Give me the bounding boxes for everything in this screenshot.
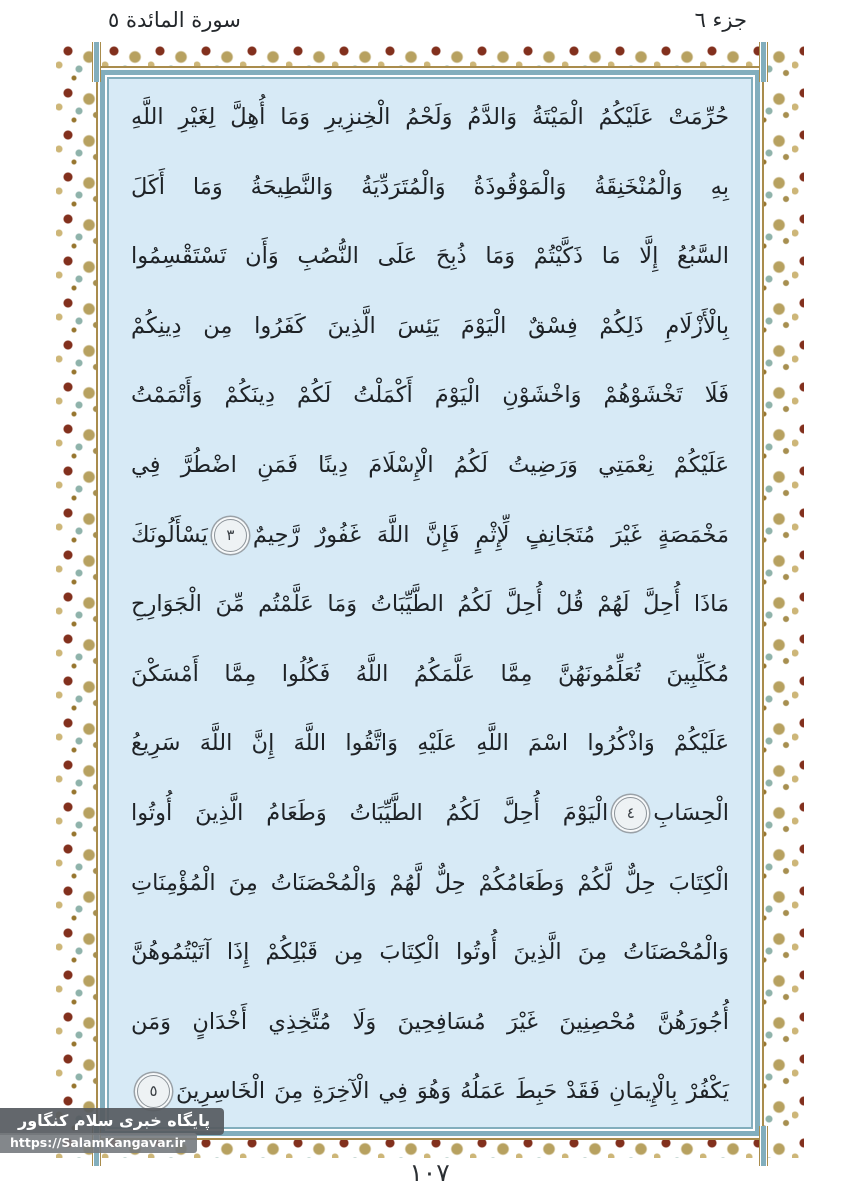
quran-line (131, 640, 729, 710)
line-text: الْيَوْمَ أُحِلَّ لَكُمُ الطَّيِّبَاتُ وَطَعَامُ الَّذِينَ أُوتُوا (131, 799, 609, 826)
line-text: حُرِّمَتْ عَلَيْكُمُ الْمَيْتَةُ وَالدَّمُ وَلَحْمُ الْخِنزِيرِ وَمَا أُهِلَّ لِغَيْرِ اللَّهِ (131, 104, 729, 130)
line-text: بِالْأَزْلَامِ ذَلِكُمْ فِسْقٌ الْيَوْمَ يَئِسَ الَّذِينَ كَفَرُوا مِن دِينِكُمْ (131, 312, 729, 339)
page-number: ١٠٧ (409, 1158, 450, 1187)
line-text: عَلَيْكُمْ وَاذْكُرُوا اسْمَ اللَّهِ عَلَيْهِ وَاتَّقُوا اللَّهَ إِنَّ اللَّهَ سَرِيعُ (131, 730, 729, 757)
juz-label: جزء ٦ (694, 8, 747, 32)
watermark-title: پایگاه خبری سلام کنگاور (0, 1108, 224, 1135)
quran-line (131, 222, 729, 292)
quran-line (131, 292, 729, 362)
line-text: الْكِتَابَ حِلٌّ لَّكُمْ وَطَعَامُكُمْ حِلٌّ لَّهُمْ وَالْمُحْصَنَاتُ مِنَ الْمُؤْمِنَاتِ (131, 869, 729, 896)
line-text: فَلَا تَخْشَوْهُمْ وَاخْشَوْنِ الْيَوْمَ أَكْمَلْتُ لَكُمْ دِينَكُمْ وَأَتْمَمْتُ (131, 382, 729, 409)
verse-number-rosette: ٤ (614, 797, 647, 830)
quran-line (131, 361, 729, 431)
line-text: مُكَلِّبِينَ تُعَلِّمُونَهُنَّ مِمَّا عَلَّمَكُمُ اللَّهُ فَكُلُوا مِمَّا أَمْسَكْنَ (131, 660, 729, 687)
quran-line (131, 849, 729, 919)
corner-bar-top-right-icon (759, 42, 768, 82)
quran-line (131, 501, 729, 571)
line-text: السَّبُعُ إِلَّا مَا ذَكَّيْتُمْ وَمَا ذُبِحَ عَلَى النُّصُبِ وَأَن تَسْتَقْسِمُوا (131, 243, 729, 270)
line-text: أُجُورَهُنَّ مُحْصِنِينَ غَيْرَ مُسَافِحِينَ وَلَا مُتَّخِذِي أَخْدَانٍ وَمَن (131, 1008, 729, 1035)
watermark-url: https://SalamKangavar.ir (0, 1133, 197, 1153)
line-text: مَاذَا أُحِلَّ لَهُمْ قُلْ أُحِلَّ لَكُمُ الطَّيِّبَاتُ وَمَا عَلَّمْتُم مِّنَ الْجَوَارِحِ (131, 591, 729, 618)
quran-line (131, 570, 729, 640)
quran-line (131, 431, 729, 501)
verse-number-rosette: ٥ (137, 1075, 170, 1108)
quran-line (131, 988, 729, 1058)
line-text: بِهِ وَالْمُنْخَنِقَةُ وَالْمَوْقُوذَةُ وَالْمُتَرَدِّيَةُ وَالنَّطِيحَةُ وَمَا أَكَلَ (131, 173, 729, 200)
line-text: وَالْمُحْصَنَاتُ مِنَ الَّذِينَ أُوتُوا الْكِتَابَ مِن قَبْلِكُمْ إِذَا آتَيْتُمُوهُنَّ (131, 939, 729, 966)
quran-line (131, 779, 729, 849)
frame-rule-gold (96, 66, 764, 1140)
quran-line (131, 83, 729, 153)
verse-number-rosette: ٣ (214, 519, 247, 552)
ornamental-border-frame (56, 40, 804, 1158)
quran-line (131, 709, 729, 779)
corner-bar-top-left-icon (92, 42, 101, 82)
line-text: الْحِسَابِ (653, 799, 729, 826)
quran-line (131, 153, 729, 223)
mushaf-text-panel (107, 77, 753, 1129)
line-text: عَلَيْكُمْ نِعْمَتِي وَرَضِيتُ لَكُمُ الْإِسْلَامَ دِينًا فَمَنِ اضْطُرَّ فِي (131, 451, 729, 478)
surah-title: سورة المائدة ٥ (108, 8, 241, 32)
line-text: يَكْفُرْ بِالْإِيمَانِ فَقَدْ حَبِطَ عَمَلُهُ وَهُوَ فِي الْآخِرَةِ مِنَ الْخَاسِرِينَ (176, 1078, 729, 1105)
frame-rule-teal (100, 70, 760, 1136)
line-text: يَسْأَلُونَكَ (131, 521, 208, 548)
line-text: مَخْمَصَةٍ غَيْرَ مُتَجَانِفٍ لِّإِثْمٍ فَإِنَّ اللَّهَ غَفُورٌ رَّحِيمٌ (252, 521, 729, 548)
quran-line (131, 918, 729, 988)
